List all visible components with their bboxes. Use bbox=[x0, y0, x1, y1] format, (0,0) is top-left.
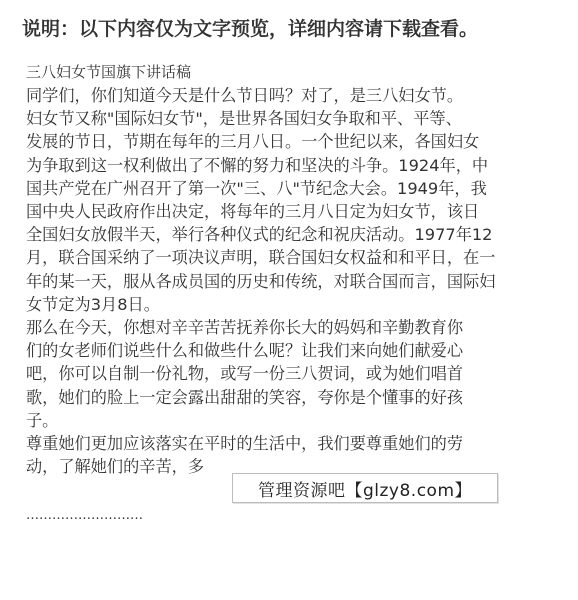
body-line: 吧，你可以自制一份礼物，或写一份三八贺词，或为她们唱首 bbox=[26, 364, 464, 384]
body-line: 们的女老师们说些什么和做些什么呢？让我们来向她们献爱心 bbox=[26, 341, 464, 361]
body-line: 同学们，你们知道今天是什么节日吗？对了，是三八妇女节。 bbox=[26, 86, 464, 105]
preview-notice: 说明：以下内容仅为文字预览，详细内容请下载查看。 bbox=[22, 18, 479, 40]
document-title: 三八妇女节国旗下讲话稿 bbox=[26, 63, 192, 81]
body-line: 发展的节日，节期在每年的三月八日。一个世纪以来，各国妇女 bbox=[26, 132, 480, 152]
body-line: 那么在今天，你想对辛辛苦苦抚养你长大的妈妈和辛勤教育你 bbox=[26, 318, 464, 338]
body-line: 国共产党在广州召开了第一次"三、八"节纪念大会。1949年，我 bbox=[26, 178, 487, 198]
truncation-ellipsis: ……………………… bbox=[26, 508, 143, 523]
body-line: 为争取到这一权利做出了不懈的努力和坚决的斗争。1924年，中 bbox=[26, 155, 489, 175]
body-line: 尊重她们更加应该落实在平时的生活中，我们要尊重她们的劳 bbox=[26, 434, 464, 454]
document-body bbox=[26, 84, 556, 478]
body-line: 妇女节又称"国际妇女节"，是世界各国妇女争取和平、平等、 bbox=[26, 109, 462, 129]
body-line: 全国妇女放假半天，举行各种仪式的纪念和祝庆活动。1977年12 bbox=[26, 225, 493, 245]
body-line: 国中央人民政府作出决定，将每年的三月八日定为妇女节，该日 bbox=[26, 202, 480, 222]
body-line: 动，了解她们的辛苦，多 bbox=[26, 457, 205, 477]
body-line: 女节定为3月8日。 bbox=[26, 294, 160, 314]
body-line: 月，联合国采纳了一项决议声明，联合国妇女权益和和平日，在一 bbox=[26, 248, 496, 268]
body-line: 子。 bbox=[26, 410, 59, 430]
watermark-badge: 管理资源吧【glzy8.com】 bbox=[232, 473, 498, 503]
body-line: 年的某一天，服从各成员国的历史和传统，对联合国而言，国际妇 bbox=[26, 271, 496, 291]
body-line: 歌，她们的脸上一定会露出甜甜的笑容，夸你是个懂事的好孩 bbox=[26, 387, 464, 407]
